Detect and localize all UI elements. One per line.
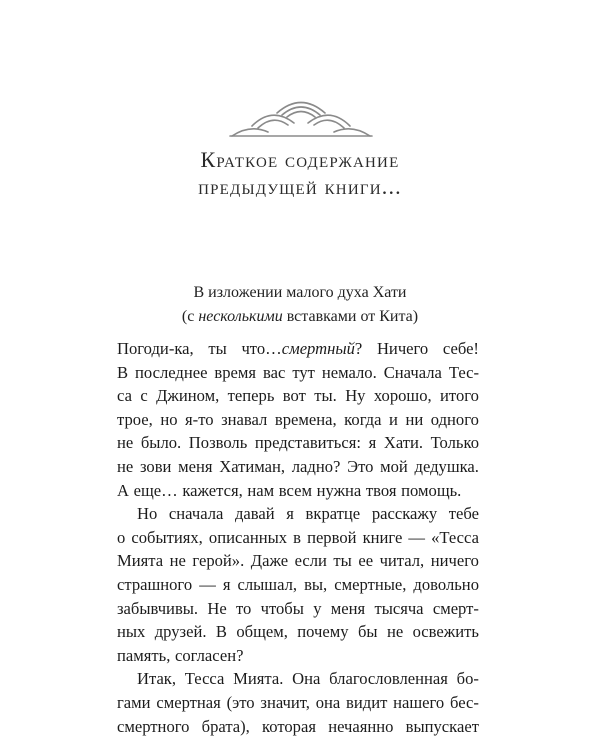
word: у bbox=[313, 598, 322, 618]
word: не bbox=[386, 622, 404, 642]
word: расскажу bbox=[371, 504, 438, 524]
word: ты. bbox=[314, 386, 337, 406]
word: мой bbox=[380, 456, 408, 476]
word: Это bbox=[347, 456, 374, 476]
word: последнее bbox=[135, 362, 208, 382]
word: книге bbox=[362, 527, 403, 547]
word: ты bbox=[333, 551, 352, 571]
word: вот bbox=[282, 386, 306, 406]
chapter-title-line-2: предыдущей книги... bbox=[198, 174, 402, 199]
paragraph-2-line-6 bbox=[117, 620, 479, 644]
word: благословленная bbox=[329, 669, 448, 689]
word: и bbox=[389, 409, 398, 429]
word: брата), bbox=[201, 716, 250, 736]
word: первой bbox=[307, 527, 357, 547]
word: видит bbox=[346, 692, 388, 712]
word: описанных bbox=[208, 527, 288, 547]
word: себе! bbox=[442, 339, 479, 358]
word: «Тесса bbox=[431, 527, 479, 547]
word: А bbox=[117, 480, 129, 500]
word: помощь. bbox=[401, 480, 462, 500]
word: еще… bbox=[133, 480, 178, 500]
word: довольно bbox=[413, 574, 479, 594]
word: не bbox=[117, 456, 134, 476]
word: я bbox=[286, 504, 294, 524]
word: читал, bbox=[379, 551, 425, 571]
word: вы, bbox=[304, 574, 328, 594]
cloud-waves-icon bbox=[228, 96, 374, 140]
word: время bbox=[214, 362, 257, 382]
word: кажется, bbox=[182, 480, 243, 500]
subtitle-line-1: В изложении малого духа Хати bbox=[193, 284, 407, 301]
word: было. bbox=[140, 433, 182, 453]
subtitle-line-2 bbox=[0, 305, 600, 329]
word: общем, bbox=[236, 622, 288, 642]
word: Ну bbox=[345, 386, 366, 406]
word: что…смертный? bbox=[241, 339, 363, 358]
word: нечаянно bbox=[328, 716, 394, 736]
word: теперь bbox=[227, 386, 275, 406]
subtitle-italic: несколькими bbox=[198, 308, 283, 325]
word: Мията. bbox=[233, 669, 284, 689]
word: не bbox=[117, 433, 134, 453]
word: немало. bbox=[321, 362, 377, 382]
word: она bbox=[315, 692, 341, 712]
word: меня bbox=[330, 598, 366, 618]
paragraph-2-line-4 bbox=[117, 573, 479, 597]
word: В bbox=[215, 622, 227, 642]
word: ты bbox=[208, 339, 227, 358]
word: зови bbox=[139, 456, 172, 476]
paragraph-3-line-2 bbox=[117, 691, 479, 715]
word: знавал bbox=[221, 409, 268, 429]
word: Она bbox=[292, 669, 321, 689]
paragraph-2-line-1 bbox=[117, 502, 479, 526]
word: трое, bbox=[117, 409, 153, 429]
word: нам bbox=[247, 480, 275, 500]
word: то bbox=[236, 598, 252, 618]
subtitle-rest: вставками от Кита) bbox=[286, 308, 419, 325]
word: Хати. bbox=[383, 433, 424, 453]
word: если bbox=[294, 551, 327, 571]
word: са bbox=[117, 386, 132, 406]
word: Мията bbox=[117, 551, 164, 571]
word: тут bbox=[292, 362, 315, 382]
word: вкратце bbox=[305, 504, 361, 524]
chapter-title-line-1: Краткое содержание bbox=[200, 147, 400, 172]
word: (это bbox=[226, 692, 255, 712]
paragraph-3-line-1 bbox=[117, 667, 479, 691]
word: бо- bbox=[456, 669, 479, 689]
word: о bbox=[117, 527, 126, 547]
word: память, bbox=[117, 645, 171, 665]
word: я-то bbox=[185, 409, 214, 429]
paragraph-1-line-5 bbox=[117, 431, 479, 455]
word: Итак, bbox=[137, 669, 177, 689]
word: почему bbox=[297, 622, 349, 642]
word: одного bbox=[430, 409, 479, 429]
paragraph-2-line-5 bbox=[117, 597, 479, 621]
word: Только bbox=[430, 433, 479, 453]
word: Тес- bbox=[448, 362, 479, 382]
word: нашего bbox=[393, 692, 445, 712]
word: времена, bbox=[274, 409, 337, 429]
word: нужна bbox=[316, 480, 362, 500]
word: согласен? bbox=[175, 645, 244, 665]
word: сначала bbox=[168, 504, 224, 524]
word: тысяча bbox=[374, 598, 424, 618]
word: чтобы bbox=[260, 598, 304, 618]
word: представиться: bbox=[254, 433, 361, 453]
word: тебе bbox=[448, 504, 479, 524]
word: смертная bbox=[156, 692, 221, 712]
word: страшного bbox=[117, 574, 193, 594]
word: Погоди-ка, bbox=[117, 339, 194, 358]
word: ных bbox=[117, 622, 146, 642]
word: ничего bbox=[430, 551, 479, 571]
paragraph-2-line-2 bbox=[117, 526, 479, 550]
word: меня bbox=[178, 456, 213, 476]
word: Но bbox=[137, 504, 158, 524]
word: значит, bbox=[260, 692, 310, 712]
paragraph-1-line-4 bbox=[117, 408, 479, 432]
word: Позволь bbox=[188, 433, 248, 453]
body-text bbox=[117, 337, 479, 738]
word: В bbox=[117, 362, 129, 382]
word: Сначала bbox=[383, 362, 442, 382]
word: вас bbox=[263, 362, 286, 382]
word: дедушка. bbox=[414, 456, 479, 476]
paragraph-3-line-3 bbox=[117, 715, 479, 739]
paragraph-1-line-7 bbox=[117, 479, 479, 503]
word: Тесса bbox=[184, 669, 225, 689]
paragraph-1-line-3 bbox=[117, 384, 479, 408]
word: ни bbox=[405, 409, 424, 429]
word: когда bbox=[344, 409, 382, 429]
word: Хатиман, bbox=[219, 456, 286, 476]
word: ладно? bbox=[291, 456, 341, 476]
word: — bbox=[408, 527, 426, 547]
word: ее bbox=[358, 551, 374, 571]
word: давай bbox=[234, 504, 275, 524]
word: выпускает bbox=[405, 716, 479, 736]
word: Не bbox=[207, 598, 227, 618]
chapter-title bbox=[0, 146, 600, 200]
word: в bbox=[293, 527, 301, 547]
word: бы bbox=[357, 622, 378, 642]
word: хорошо, bbox=[373, 386, 432, 406]
word: смерт- bbox=[432, 598, 479, 618]
word: смертные, bbox=[334, 574, 407, 594]
subtitle bbox=[0, 281, 600, 329]
paragraph-1-line-6 bbox=[117, 455, 479, 479]
word: забывчивы. bbox=[117, 598, 199, 618]
word: я bbox=[222, 574, 231, 594]
word: Ничего bbox=[376, 339, 429, 358]
word: которая bbox=[262, 716, 316, 736]
word: слышал, bbox=[237, 574, 298, 594]
paragraph-2-line-3 bbox=[117, 549, 479, 573]
word: смертного bbox=[117, 716, 190, 736]
word: но bbox=[160, 409, 178, 429]
word: не bbox=[169, 551, 186, 571]
word: бес- bbox=[450, 692, 479, 712]
word: твоя bbox=[365, 480, 397, 500]
word: освежить bbox=[412, 622, 479, 642]
word: всем bbox=[278, 480, 312, 500]
word: Джином, bbox=[156, 386, 220, 406]
word: с bbox=[140, 386, 148, 406]
word: друзей. bbox=[154, 622, 207, 642]
paragraph-1-line-1 bbox=[117, 337, 479, 361]
word: — bbox=[199, 574, 216, 594]
word: герой». bbox=[192, 551, 245, 571]
word: Даже bbox=[250, 551, 289, 571]
subtitle-open: (с bbox=[181, 308, 195, 325]
word: итого bbox=[440, 386, 479, 406]
word: гами bbox=[117, 692, 151, 712]
word: я bbox=[368, 433, 377, 453]
word: событиях, bbox=[131, 527, 203, 547]
paragraph-1-line-2 bbox=[117, 361, 479, 385]
paragraph-2-line-7 bbox=[117, 644, 479, 668]
